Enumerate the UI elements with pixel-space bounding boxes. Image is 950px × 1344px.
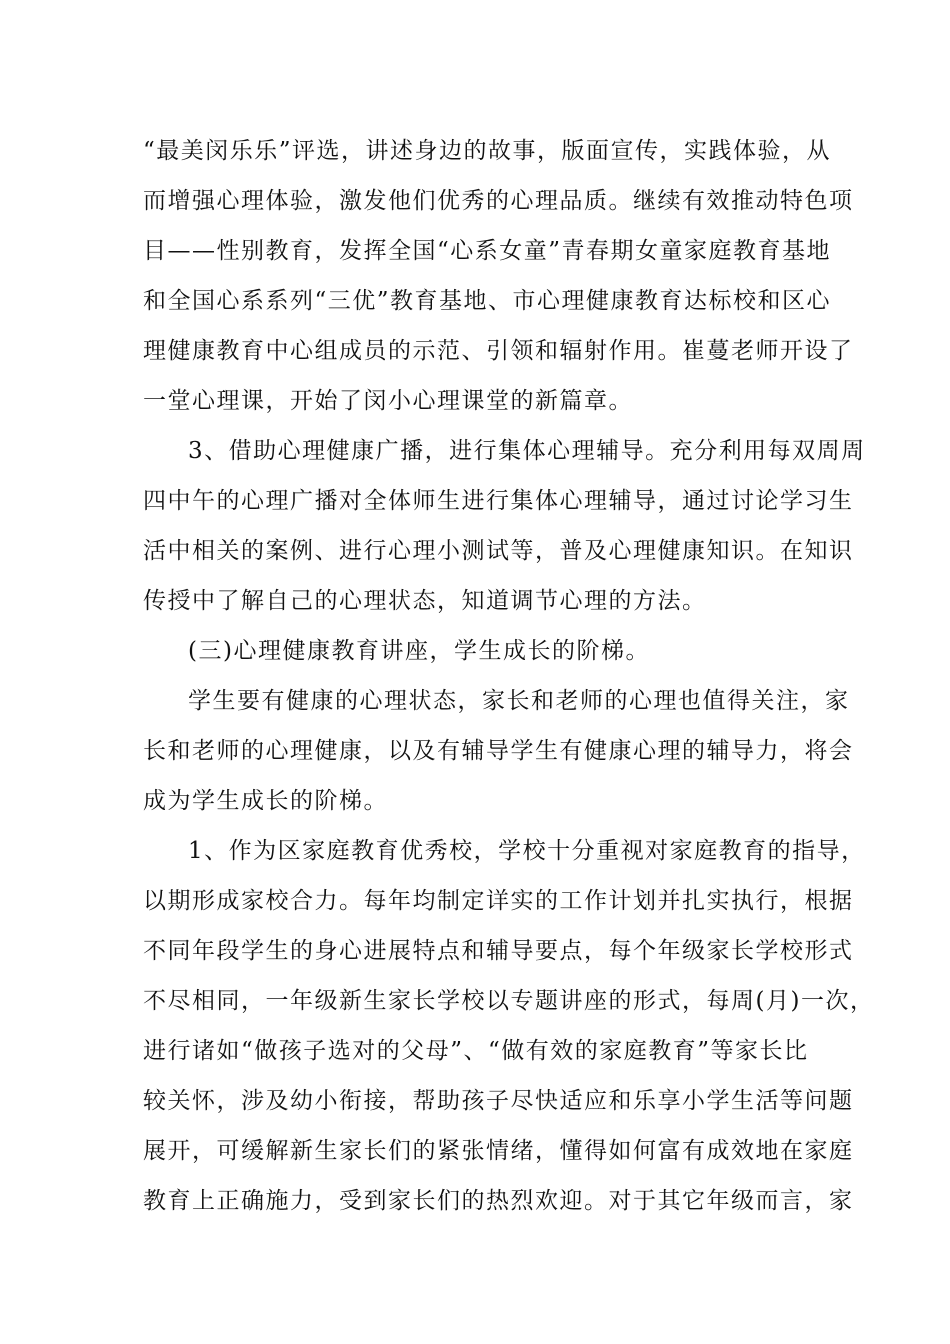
- text-line: 教育上正确施力，受到家长们的热烈欢迎。对于其它年级而言，家: [143, 1188, 854, 1214]
- paragraph-first-line: 学生要有健康的心理状态，家长和老师的心理也值得关注，家: [188, 688, 850, 714]
- paragraph-first-line: 3、借助心理健康广播，进行集体心理辅导。充分利用每双周周: [188, 438, 866, 464]
- text-line: 而增强心理体验，激发他们优秀的心理品质。继续有效推动特色项: [143, 188, 854, 214]
- text-line: 不尽相同，一年级新生家长学校以专题讲座的形式，每周(月)一次，: [143, 988, 875, 1014]
- text-line: 目——性别教育，发挥全国“心系女童”青春期女童家庭教育基地: [143, 238, 832, 264]
- text-line: 理健康教育中心组成员的示范、引领和辐射作用。崔蔓老师开设了: [143, 338, 854, 364]
- paragraph-first-line: 1、作为区家庭教育优秀校，学校十分重视对家庭教育的指导，: [188, 838, 866, 864]
- text-line: 不同年段学生的身心进展特点和辅导要点，每个年级家长学校形式: [143, 938, 854, 964]
- section-heading: (三)心理健康教育讲座，学生成长的阶梯。: [188, 638, 650, 664]
- text-line: 进行诸如“做孩子选对的父母”、“做有效的家庭教育”等家长比: [143, 1038, 809, 1064]
- text-line: 长和老师的心理健康，以及有辅导学生有健康心理的辅导力，将会: [143, 738, 854, 764]
- text-line: 一堂心理课，开始了闵小心理课堂的新篇章。: [143, 388, 633, 414]
- text-line: 以期形成家校合力。每年均制定详实的工作计划并扎实执行，根据: [143, 888, 854, 914]
- text-line: 较关怀，涉及幼小衔接，帮助孩子尽快适应和乐享小学生活等问题: [143, 1088, 854, 1114]
- text-line: 活中相关的案例、进行心理小测试等，普及心理健康知识。在知识: [143, 538, 854, 564]
- text-line: 和全国心系系列“三优”教育基地、市心理健康教育达标校和区心: [143, 288, 832, 314]
- text-line: 展开，可缓解新生家长们的紧张情绪，懂得如何富有成效地在家庭: [143, 1138, 854, 1164]
- text-line: 成为学生成长的阶梯。: [143, 788, 388, 814]
- text-line: 传授中了解自己的心理状态，知道调节心理的方法。: [143, 588, 707, 614]
- text-line: 四中午的心理广播对全体师生进行集体心理辅导，通过讨论学习生: [143, 488, 854, 514]
- text-line: “最美闵乐乐”评选，讲述身边的故事，版面宣传，实践体验，从: [143, 138, 832, 164]
